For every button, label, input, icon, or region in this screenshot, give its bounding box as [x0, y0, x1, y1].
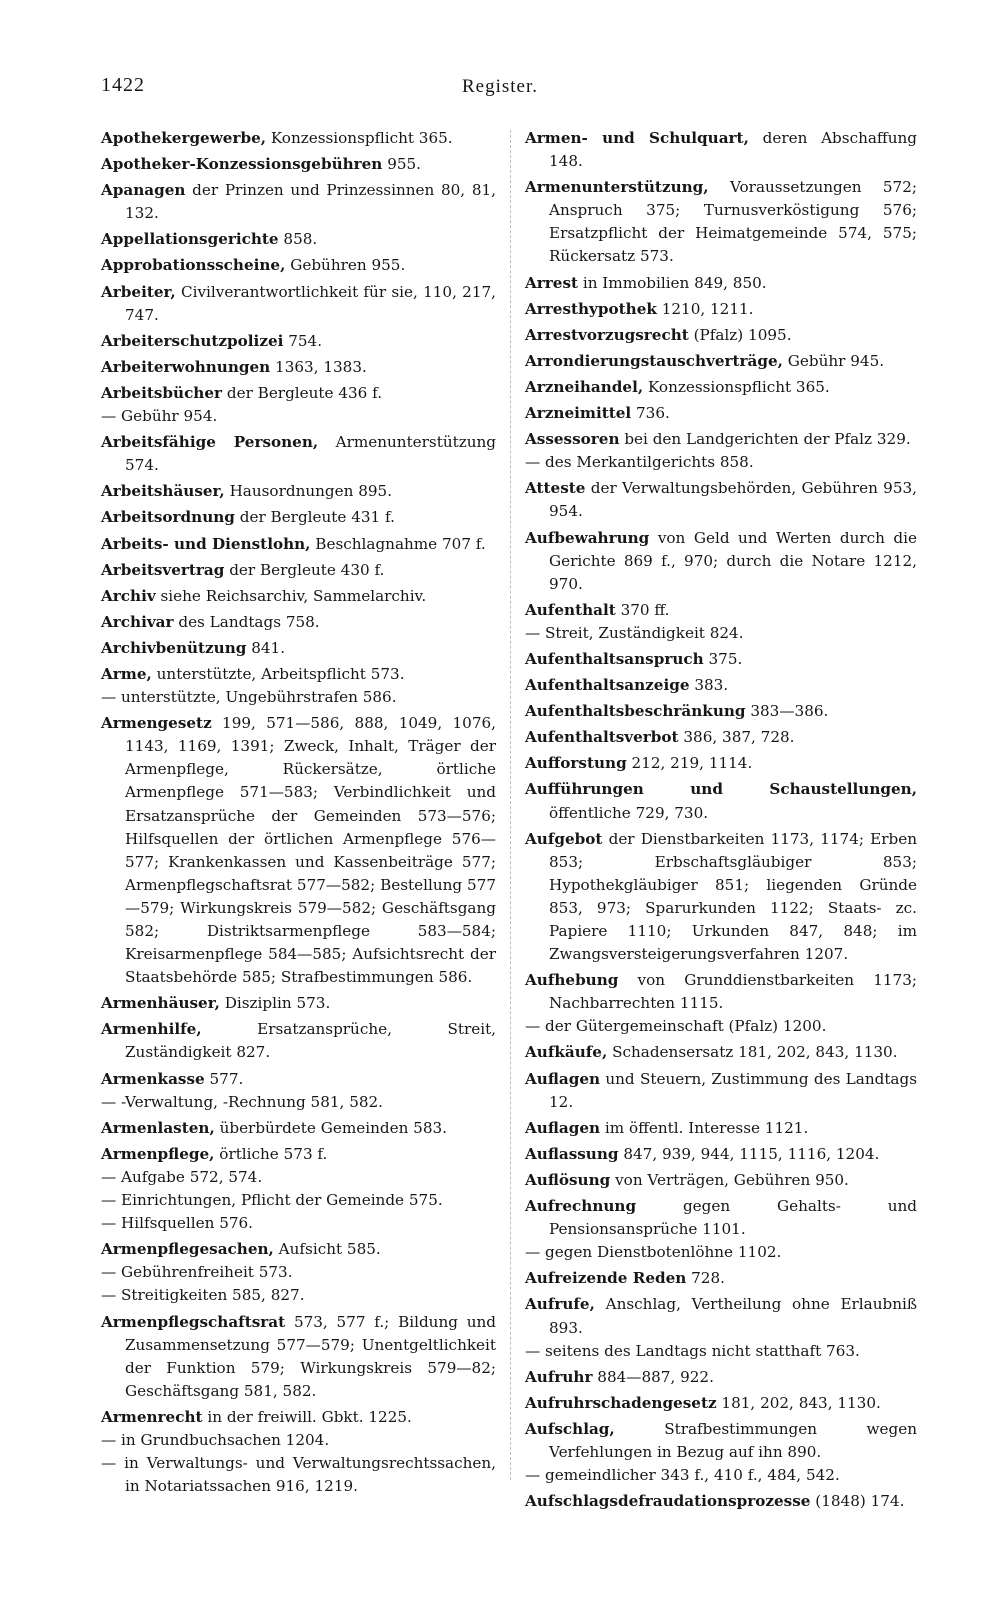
index-subentry: [525, 451, 917, 474]
entry-headword: Arbeitsvertrag: [101, 560, 225, 579]
index-entry: [101, 712, 496, 989]
index-subentry: [525, 622, 917, 645]
index-entry: [525, 1068, 917, 1114]
index-entry: [101, 480, 496, 503]
entry-references: — -Verwaltung, -Rechnung 581, 582.: [101, 1092, 384, 1111]
entry-headword: Apanagen: [101, 181, 186, 200]
entry-headword: Arme,: [101, 664, 152, 683]
entry-references: 370 ff.: [620, 600, 670, 619]
entry-headword: Aufenthalt: [525, 600, 616, 619]
index-subentry: [101, 1284, 496, 1307]
entry-references: 181, 202, 843, 1130.: [721, 1393, 881, 1412]
entry-headword: Arzneihandel,: [525, 377, 644, 396]
entry-headword: Aufrechnung: [525, 1197, 637, 1216]
index-subentry: [525, 1015, 917, 1038]
entry-headword: Atteste: [525, 479, 586, 498]
entry-headword: Auflösung: [525, 1170, 611, 1189]
entry-headword: Armenpflegesachen,: [101, 1240, 274, 1259]
entry-headword: Arbeiter,: [101, 282, 176, 301]
index-entry: [525, 272, 917, 295]
entry-references: 573, 577 f.; Bildung und Zusammensetzung 577—579; Unentgeltlichkeit der Funktion 579; Wirkungskreis 579—82; Geschäftsgang 581, 582.: [125, 1312, 497, 1400]
entry-references: der Bergleute 436 f.: [226, 383, 383, 402]
index-entry: [101, 228, 496, 251]
entry-references: 728.: [691, 1269, 725, 1288]
entry-references: Ersatzansprüche, Streit, Zuständigkeit 827.: [125, 1020, 496, 1062]
entry-references: 884—887, 922.: [597, 1367, 714, 1386]
index-entry: [525, 1418, 917, 1464]
entry-references: — unterstützte, Ungebührstrafen 586.: [101, 688, 397, 707]
entry-references: gegen Gehalts- und Pensionsansprüche 1101.: [549, 1197, 918, 1239]
entry-references: 847, 939, 944, 1115, 1116, 1204.: [623, 1144, 880, 1163]
entry-headword: Aufruhrschadengesetz: [525, 1393, 717, 1412]
entry-references: 577.: [209, 1069, 244, 1088]
entry-references: — Gebührenfreiheit 573.: [101, 1263, 293, 1282]
index-subentry: [525, 1340, 917, 1363]
index-entry: [101, 153, 496, 176]
entry-headword: Armenhilfe,: [101, 1020, 202, 1039]
entry-references: 754.: [288, 331, 323, 350]
entry-references: Disziplin 573.: [224, 994, 331, 1013]
entry-headword: Armenrecht: [101, 1407, 203, 1426]
index-entry: [101, 1311, 496, 1403]
index-entry: [101, 1143, 496, 1166]
entry-headword: Arrest: [525, 273, 579, 292]
index-entry: [101, 637, 496, 660]
entry-headword: Arbeiterschutzpolizei: [101, 331, 284, 350]
entry-headword: Armenunterstützung,: [525, 178, 709, 197]
index-entry: [525, 1117, 917, 1140]
entry-headword: Arzneimittel: [525, 404, 632, 423]
entry-headword: Armengesetz: [101, 714, 212, 733]
entry-references: der Prinzen und Prinzessinnen 80, 81, 132.: [125, 181, 496, 223]
entry-references: der Bergleute 430 f.: [229, 560, 385, 579]
index-entry: [525, 1490, 917, 1513]
entry-references: — in Verwaltungs- und Verwaltungsrechtssachen, in Notariatssachen 916, 1219.: [101, 1454, 496, 1496]
entry-headword: Auflagen: [525, 1069, 601, 1088]
index-entry: [525, 752, 917, 775]
index-subentry: [525, 1241, 917, 1264]
entry-headword: Arbeitsbücher: [101, 383, 223, 402]
entry-references: — der Gütergemeinschaft (Pfalz) 1200.: [525, 1017, 827, 1036]
entry-headword: Archiv: [101, 586, 156, 605]
entry-headword: Armenpflege,: [101, 1144, 215, 1163]
entry-headword: Armenkasse: [101, 1069, 205, 1088]
entry-references: Konzessionspflicht 365.: [647, 377, 830, 396]
entry-references: Civilverantwortlichkeit für sie, 110, 217, 747.: [125, 282, 496, 324]
index-entry: [525, 402, 917, 425]
index-entry: [525, 1143, 917, 1166]
index-entry: [525, 828, 917, 967]
entry-headword: Aufrufe,: [525, 1295, 595, 1314]
entry-references: Schadensersatz 181, 202, 843, 1130.: [612, 1043, 898, 1062]
entry-references: 383.: [694, 676, 729, 695]
entry-references: unterstützte, Arbeitspflicht 573.: [156, 664, 405, 683]
index-entry: [525, 176, 917, 268]
entry-headword: Archivbenützung: [101, 638, 247, 657]
entry-references: — Gebühr 954.: [101, 407, 218, 426]
entry-headword: Aufbewahrung: [525, 528, 650, 547]
index-entry: [525, 648, 917, 671]
entry-references: öffentliche 729, 730.: [549, 803, 709, 822]
index-entry: [525, 127, 917, 173]
entry-references: — Streitigkeiten 585, 827.: [101, 1286, 305, 1305]
entry-headword: Aufenthaltsverbot: [525, 728, 679, 747]
index-entry: [101, 254, 496, 277]
entry-references: Strafbestimmungen wegen Verfehlungen in Bezug auf ihn 890.: [549, 1419, 917, 1461]
entry-headword: Approbationsscheine,: [101, 256, 286, 275]
index-entry: [101, 506, 496, 529]
index-entry: [525, 1267, 917, 1290]
entry-references: (Pfalz) 1095.: [693, 325, 792, 344]
index-entry: [525, 1195, 917, 1241]
index-entry: [525, 1293, 917, 1339]
index-entry: [101, 281, 496, 327]
entry-headword: Armenpflegschaftsrat: [101, 1312, 286, 1331]
index-entry: [101, 585, 496, 608]
entry-headword: Arbeits- und Dienstlohn,: [101, 534, 311, 553]
index-entry: [101, 431, 496, 477]
entry-headword: Arrondierungstauschverträge,: [525, 351, 783, 370]
entry-references: in Immobilien 849, 850.: [582, 273, 767, 292]
index-entry: [525, 350, 917, 373]
entry-headword: Aufenthaltsbeschränkung: [525, 702, 746, 721]
index-subentry: [101, 1212, 496, 1235]
entry-headword: Aufschlagsdefraudationsprozesse: [525, 1492, 811, 1511]
entry-headword: Auflassung: [525, 1144, 619, 1163]
index-entry: [101, 992, 496, 1015]
index-entry: [525, 599, 917, 622]
index-entry: [525, 700, 917, 723]
entry-references: Gebühren 955.: [290, 256, 406, 275]
index-entry: [525, 376, 917, 399]
entry-references: — Streit, Zuständigkeit 824.: [525, 623, 744, 642]
index-entry: [525, 527, 917, 596]
index-entry: [101, 1068, 496, 1091]
entry-headword: Aufführungen und Schaustellungen,: [525, 780, 917, 799]
left-column: [101, 124, 496, 1498]
index-entry: [101, 1238, 496, 1261]
entry-references: — gemeindlicher 343 f., 410 f., 484, 542.: [525, 1466, 840, 1485]
entry-headword: Aufforstung: [525, 754, 627, 773]
entry-headword: Armenlasten,: [101, 1118, 215, 1137]
entry-references: im öffentl. Interesse 1121.: [604, 1118, 809, 1137]
entry-headword: Arbeitshäuser,: [101, 482, 225, 501]
entry-references: — in Grundbuchsachen 1204.: [101, 1430, 330, 1449]
entry-references: überbürdete Gemeinden 583.: [219, 1118, 447, 1137]
entry-references: 383—386.: [750, 702, 829, 721]
entry-references: — seitens des Landtags nicht statthaft 763.: [525, 1341, 860, 1360]
entry-references: 1363, 1383.: [275, 357, 367, 376]
entry-references: Konzessionspflicht 365.: [270, 129, 453, 147]
entry-references: — des Merkantilgerichts 858.: [525, 453, 754, 472]
entry-references: und Steuern, Zustimmung des Landtags 12.: [549, 1069, 917, 1111]
entry-references: 1210, 1211.: [661, 299, 754, 318]
index-entry: [525, 778, 917, 824]
index-entry: [525, 428, 917, 451]
entry-headword: Arbeitsfähige Personen,: [101, 433, 319, 452]
entry-headword: Armenhäuser,: [101, 994, 220, 1013]
entry-references: des Landtags 758.: [178, 612, 320, 631]
entry-headword: Aufkäufe,: [525, 1043, 608, 1062]
entry-headword: Assessoren: [525, 430, 620, 449]
entry-references: siehe Reichsarchiv, Sammelarchiv.: [160, 586, 427, 605]
entry-references: 199, 571—586, 888, 1049, 1076, 1143, 1169, 1391; Zweck, Inhalt, Träger der Armenpflege, Rückersätze, örtliche Armenpflege 571—583; Verbindlichkeit und Ersatzansprüche der Gemeinden 573—576; Hilfsquellen der örtlichen Armenpflege 576—577; Krankenkassen und Kassenbeiträge 577; Armenpflegschaftsrat 577—582; Bestellung 577—579; Wirkungskreis 579—582; Geschäftsgang 582; Distriktsarmenpflege 583—584; Kreisarmenpflege 584—585; Aufsichtsrecht der Staatsbehörde 585; Strafbestimmungen 586.: [125, 714, 496, 987]
entry-references: Aufsicht 585.: [278, 1240, 381, 1259]
index-entry: [525, 298, 917, 321]
running-title: Register.: [462, 76, 539, 97]
entry-headword: Apothekergewerbe,: [101, 129, 267, 147]
entry-headword: Aufenthaltsanspruch: [525, 649, 704, 668]
entry-references: von Verträgen, Gebühren 950.: [615, 1170, 849, 1189]
column-divider: [510, 130, 511, 1480]
entry-headword: Aufgebot: [525, 829, 603, 848]
entry-references: Armenunterstützung 574.: [125, 433, 496, 475]
entry-references: in der freiwill. Gbkt. 1225.: [207, 1407, 412, 1426]
index-entry: [101, 559, 496, 582]
entry-references: 375.: [708, 649, 743, 668]
entry-references: Hausordnungen 895.: [229, 482, 393, 501]
entry-headword: Aufhebung: [525, 971, 619, 990]
index-entry: [101, 1117, 496, 1140]
index-subentry: [525, 1464, 917, 1487]
entry-references: Beschlagnahme 707 f.: [315, 534, 486, 553]
index-entry: [525, 324, 917, 347]
entry-references: 736.: [636, 404, 670, 423]
index-entry: [101, 382, 496, 405]
index-entry: [101, 356, 496, 379]
entry-references: 955.: [387, 155, 422, 174]
entry-references: deren Abschaffung 148.: [549, 129, 917, 171]
index-entry: [525, 1392, 917, 1415]
right-column: [525, 124, 917, 1513]
entry-headword: Arresthypothek: [525, 299, 657, 318]
index-subentry: [101, 1166, 496, 1189]
index-subentry: [101, 1452, 496, 1498]
entry-references: Gebühr 945.: [787, 351, 885, 370]
entry-headword: Apotheker-Konzessionsgebühren: [101, 155, 383, 174]
entry-headword: Armen- und Schulquart,: [525, 129, 749, 147]
index-entry: [101, 179, 496, 225]
entry-references: von Grunddienstbarkeiten 1173; Nachbarrechten 1115.: [549, 971, 918, 1013]
entry-headword: Arrestvorzugsrecht: [525, 325, 689, 344]
entry-references: — Aufgabe 572, 574.: [101, 1167, 263, 1186]
index-subentry: [101, 1189, 496, 1212]
entry-headword: Aufenthaltsanzeige: [525, 676, 690, 695]
entry-references: von Geld und Werten durch die Gerichte 869 f., 970; durch die Notare 1212, 970.: [549, 528, 917, 593]
entry-references: örtliche 573 f.: [219, 1144, 328, 1163]
index-entry: [525, 969, 917, 1015]
entry-references: 212, 219, 1114.: [631, 754, 753, 773]
entry-references: Anschlag, Vertheilung ohne Erlaubniß 893.: [549, 1295, 917, 1337]
entry-headword: Arbeitsordnung: [101, 508, 235, 527]
index-entry: [525, 477, 917, 523]
entry-references: der Dienstbarkeiten 1173, 1174; Erben 853; Erbschaftsgläubiger 853; Hypothekgläubiger 851; liegenden Gründe 853, 973; Sparurkunden 1122; Staats- zc. Papiere 1110; Urkunden 847, 848; im Zwangsversteigerungsverfahren 1207.: [549, 829, 918, 964]
entry-headword: Aufschlag,: [525, 1419, 615, 1438]
entry-references: — Einrichtungen, Pflicht der Gemeinde 575.: [101, 1191, 443, 1210]
entry-references: bei den Landgerichten der Pfalz 329.: [624, 430, 911, 449]
index-entry: [101, 533, 496, 556]
entry-references: Voraussetzungen 572; Anspruch 375; Turnusverköstigung 576; Ersatzpflicht der Heimatgemeinde 574, 575; Rückersatz 573.: [549, 178, 918, 266]
index-subentry: [101, 686, 496, 709]
entry-references: der Bergleute 431 f.: [239, 508, 395, 527]
entry-headword: Appellationsgerichte: [101, 230, 279, 249]
index-subentry: [101, 1429, 496, 1452]
index-subentry: [101, 1261, 496, 1284]
index-entry: [101, 330, 496, 353]
index-subentry: [101, 1091, 496, 1114]
index-entry: [525, 1169, 917, 1192]
entry-headword: Auflagen: [525, 1118, 601, 1137]
index-entry: [101, 1406, 496, 1429]
entry-references: 841.: [251, 638, 286, 657]
index-subentry: [101, 405, 496, 428]
index-entry: [101, 611, 496, 634]
entry-headword: Aufruhr: [525, 1367, 593, 1386]
index-entry: [101, 1018, 496, 1064]
index-entry: [525, 726, 917, 749]
entry-headword: Archivar: [101, 612, 174, 631]
entry-references: 386, 387, 728.: [683, 728, 795, 747]
index-entry: [525, 674, 917, 697]
entry-references: der Verwaltungsbehörden, Gebühren 953, 954.: [549, 479, 917, 521]
entry-headword: Arbeiterwohnungen: [101, 357, 271, 376]
index-entry: [101, 663, 496, 686]
entry-references: (1848) 174.: [815, 1492, 905, 1511]
entry-references: — gegen Dienstbotenlöhne 1102.: [525, 1243, 782, 1262]
page-number: 1422: [101, 74, 145, 96]
index-entry: [525, 1366, 917, 1389]
index-entry: [525, 1041, 917, 1064]
index-entry: [101, 127, 496, 150]
entry-references: 858.: [283, 230, 318, 249]
entry-headword: Aufreizende Reden: [525, 1269, 687, 1288]
entry-references: — Hilfsquellen 576.: [101, 1214, 254, 1233]
